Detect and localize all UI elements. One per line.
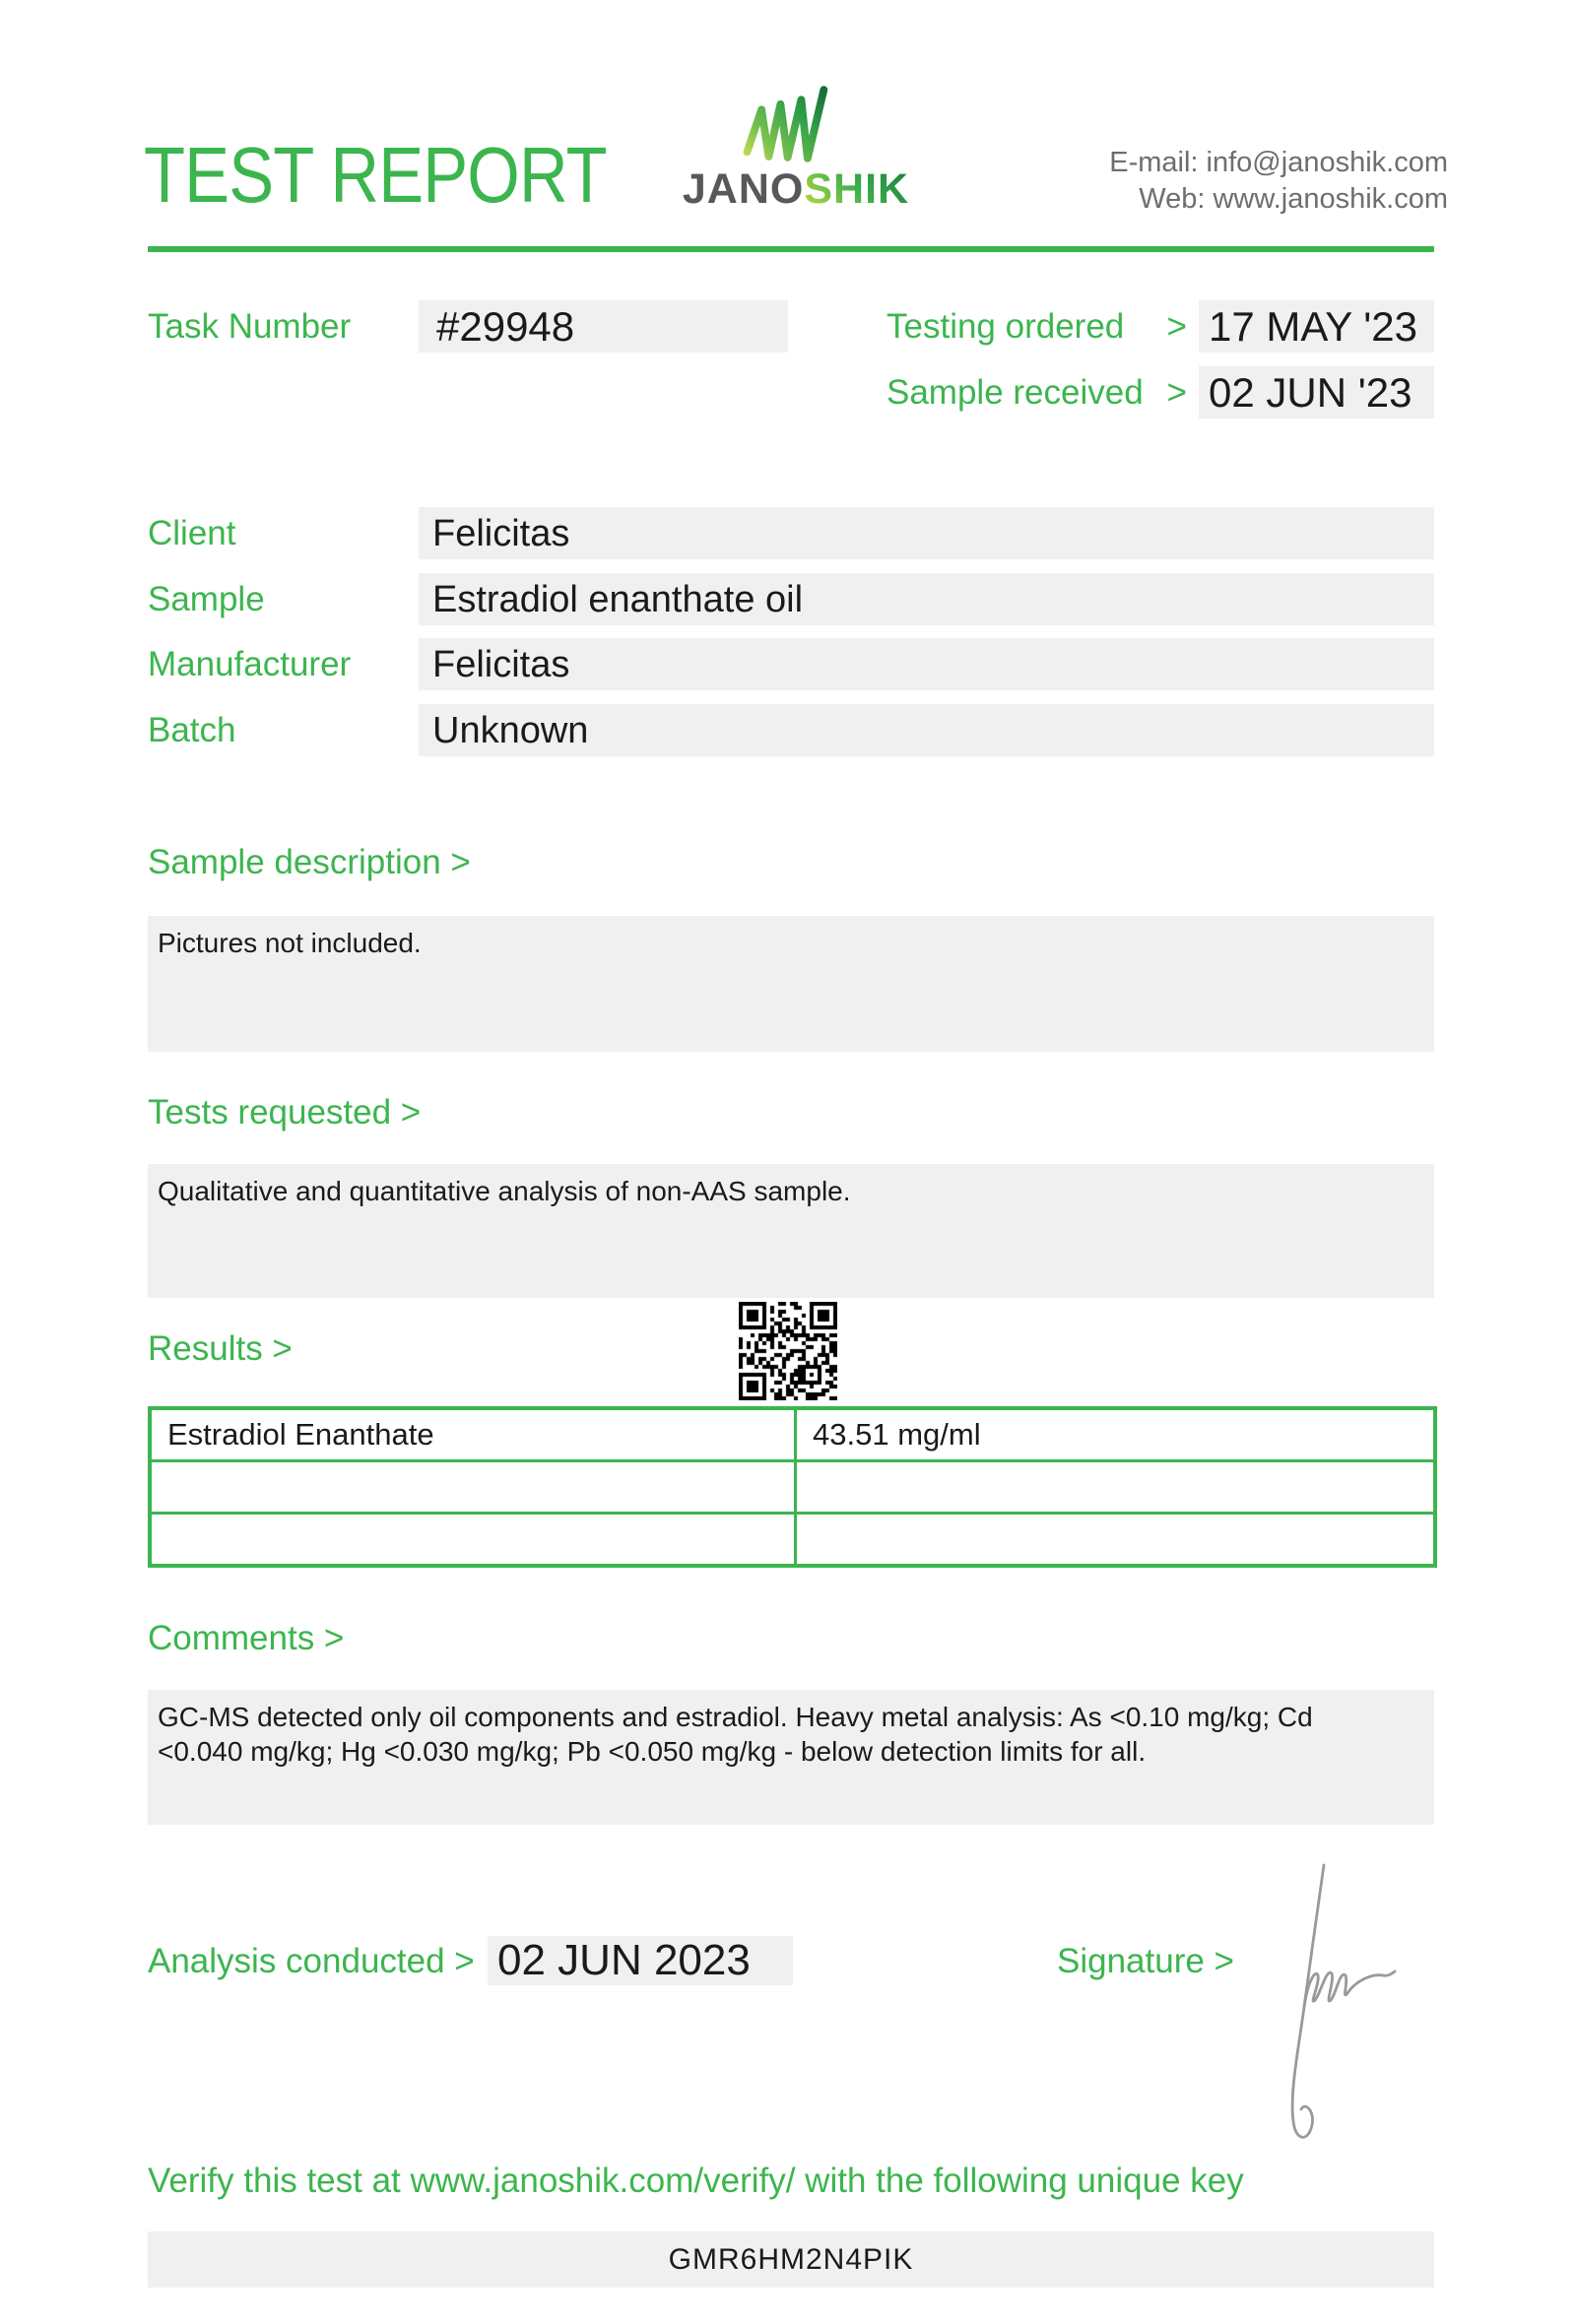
result-value-cell: 43.51 mg/ml <box>797 1410 1433 1459</box>
contact-block <box>1109 145 1448 218</box>
task-number-value-box <box>419 300 788 353</box>
sample-description-label: Sample description > <box>148 843 471 881</box>
result-analyte-cell <box>152 1515 794 1564</box>
sample-description-box <box>148 916 1434 1052</box>
testing-ordered-label: Testing ordered > <box>886 307 1187 346</box>
tests-requested-label: Tests requested > <box>148 1093 422 1131</box>
client-value: Felicitas <box>432 512 570 554</box>
sample-received-value: 02 JUN '23 <box>1209 368 1412 416</box>
result-analyte-cell <box>152 1462 794 1512</box>
page-title: TEST REPORT <box>144 131 607 219</box>
batch-value: Unknown <box>432 709 589 751</box>
results-table <box>148 1406 1437 1568</box>
verify-text: Verify this test at www.janoshik.com/verify/ with the following unique key <box>148 2162 1244 2200</box>
client-label: Client <box>148 514 236 552</box>
manufacturer-value: Felicitas <box>432 643 570 685</box>
sample-label: Sample <box>148 580 265 618</box>
batch-label: Batch <box>148 711 236 749</box>
testing-ordered-value: 17 MAY '23 <box>1209 302 1417 350</box>
result-analyte-cell: Estradiol Enanthate <box>152 1410 794 1459</box>
arrow-glyph: > <box>1166 373 1187 412</box>
batch-value-box <box>419 704 1434 756</box>
sample-value: Estradiol enanthate oil <box>432 578 804 620</box>
analysis-date-box <box>488 1936 793 1985</box>
task-number-value: #29948 <box>436 302 575 350</box>
sample-value-box <box>419 573 1434 625</box>
analysis-date-value: 02 JUN 2023 <box>497 1936 751 1984</box>
arrow-glyph: > <box>1166 307 1187 346</box>
signature-label: Signature > <box>1057 1941 1234 1980</box>
contact-web: Web: www.janoshik.com <box>1139 183 1448 215</box>
logo-jano: JANO <box>682 165 805 213</box>
sample-received-label: Sample received > <box>886 373 1187 412</box>
logo-shik: SHIK <box>804 165 910 213</box>
comments-text: GC-MS detected only oil components and estradiol. Heavy metal analysis: As <0.10 mg/kg; Cd <0.040 mg/kg; Hg <0.030 mg/kg; Pb <0.050 mg/kg - below detection limits for all. <box>158 1702 1313 1767</box>
growth-chart-icon <box>739 81 829 167</box>
task-number-label: Task Number <box>148 307 352 346</box>
tests-requested-box <box>148 1164 1434 1298</box>
sample-description-text: Pictures not included. <box>158 928 422 958</box>
client-value-box <box>419 507 1434 559</box>
analysis-conducted-label: Analysis conducted > <box>148 1941 475 1980</box>
comments-box <box>148 1690 1434 1825</box>
qr-code <box>739 1302 837 1400</box>
unique-key-box <box>148 2231 1434 2288</box>
contact-email: E-mail: info@janoshik.com <box>1109 147 1448 178</box>
unique-key-value: GMR6HM2N4PIK <box>668 2242 914 2276</box>
sample-received-value-box <box>1199 366 1434 419</box>
tests-requested-text: Qualitative and quantitative analysis of non-AAS sample. <box>158 1176 851 1206</box>
signature-scribble <box>1273 1853 1420 2149</box>
manufacturer-value-box <box>419 638 1434 690</box>
testing-ordered-value-box <box>1199 300 1434 353</box>
manufacturer-label: Manufacturer <box>148 645 352 683</box>
result-value-cell <box>797 1462 1433 1512</box>
header-divider <box>148 246 1434 252</box>
results-label: Results > <box>148 1329 293 1368</box>
comments-label: Comments > <box>148 1619 345 1657</box>
result-value-cell <box>797 1515 1433 1564</box>
janoshik-logo <box>678 165 914 213</box>
